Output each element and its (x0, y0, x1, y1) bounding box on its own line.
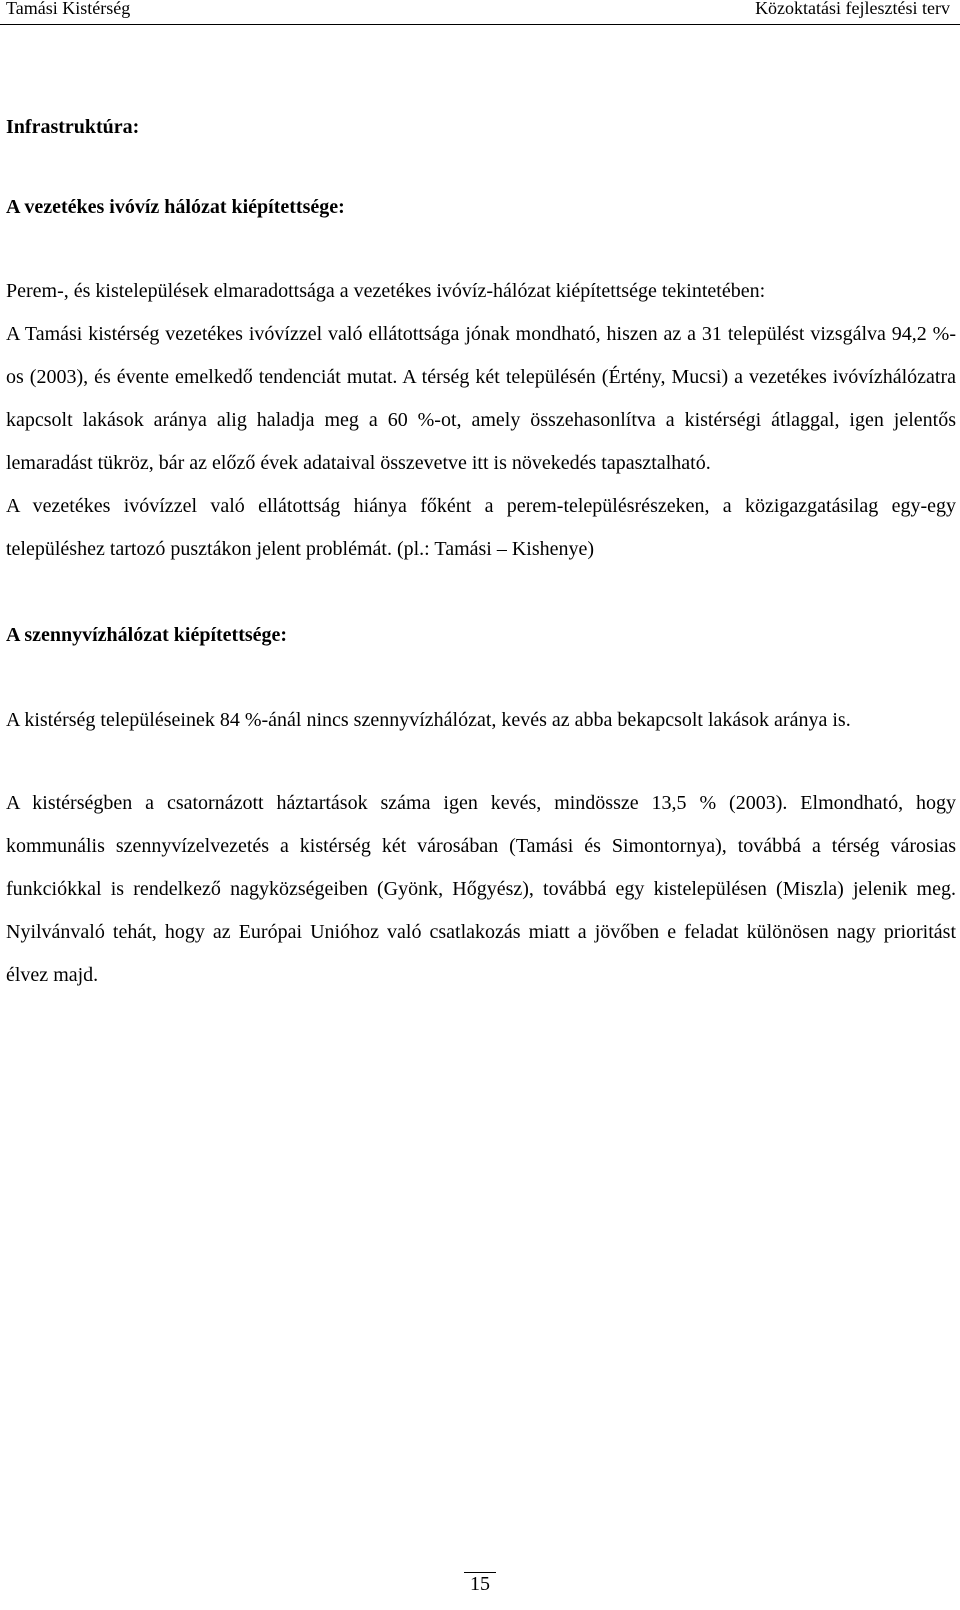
spacer (6, 655, 956, 699)
water-paragraph-1: Perem-, és kistelepülések elmaradottsága a vezetékes ivóvíz-hálózat kiépítettsége tekintetében: (6, 280, 766, 302)
water-paragraph-2: A Tamási kistérség vezetékes ivóvízzel való ellátottsága jónak mondható, hiszen az a 31 települést vizsgálva 94,2 %-os (2003), és évente emelkedő tendenciát mutat. A térség két településén (Értény, Mucsi) a vezetékes ivóvízhálózatra kapcsolt lakások aránya alig haladja meg a 60 %-ot, amely összehasonlítva a kistérségi átlaggal, igen jelentős lemaradást tükröz, bár az előző évek adataival összevetve itt is növekedés tapasztalható. (6, 323, 956, 474)
sewage-paragraph-2: A kistérségben a csatornázott háztartások száma igen kevés, mindössze 13,5 % (2003). Elmondható, hogy kommunális szennyvízelvezetés a kistérség két városában (Tamási és Simontornya), továbbá a térség városias funkciókkal is rendelkező nagyközségeiben (Gyönk, Hőgyész), továbbá egy kistelepülésen (Miszla) jelenik meg. Nyilvánvaló tehát, hogy az Európai Unióhoz való csatlakozás miatt a jövőben e feladat különösen nagy prioritást élvez majd. (6, 792, 956, 986)
spacer (6, 742, 956, 782)
section-heading-water: A vezetékes ivóvíz hálózat kiépítettsége: (6, 196, 345, 218)
page-number-text: 15 (464, 1572, 496, 1595)
sewage-paragraph-1: A kistérség településeinek 84 %-ánál nincs szennyvízhálózat, kevés az abba bekapcsolt lakások aránya is. (6, 709, 851, 731)
water-paragraph-3: A vezetékes ivóvízzel való ellátottság hiánya főként a perem-településrészeken, a közigazgatásilag egy-egy településhez tartozó pusztákon jelent problémát. (pl.: Tamási – Kishenye) (6, 495, 956, 560)
running-header (0, 0, 960, 25)
section-heading-infrastructure: Infrastruktúra: (6, 116, 140, 138)
spacer (6, 571, 956, 615)
header-left-title: Tamási Kistérség (6, 0, 131, 18)
document-body (6, 107, 956, 997)
page-number (0, 1572, 960, 1596)
spacer (6, 147, 956, 187)
section-heading-sewage: A szennyvízhálózat kiépítettsége: (6, 624, 288, 646)
header-right-title: Közoktatási fejlesztési terv (755, 0, 950, 18)
spacer (6, 227, 956, 270)
